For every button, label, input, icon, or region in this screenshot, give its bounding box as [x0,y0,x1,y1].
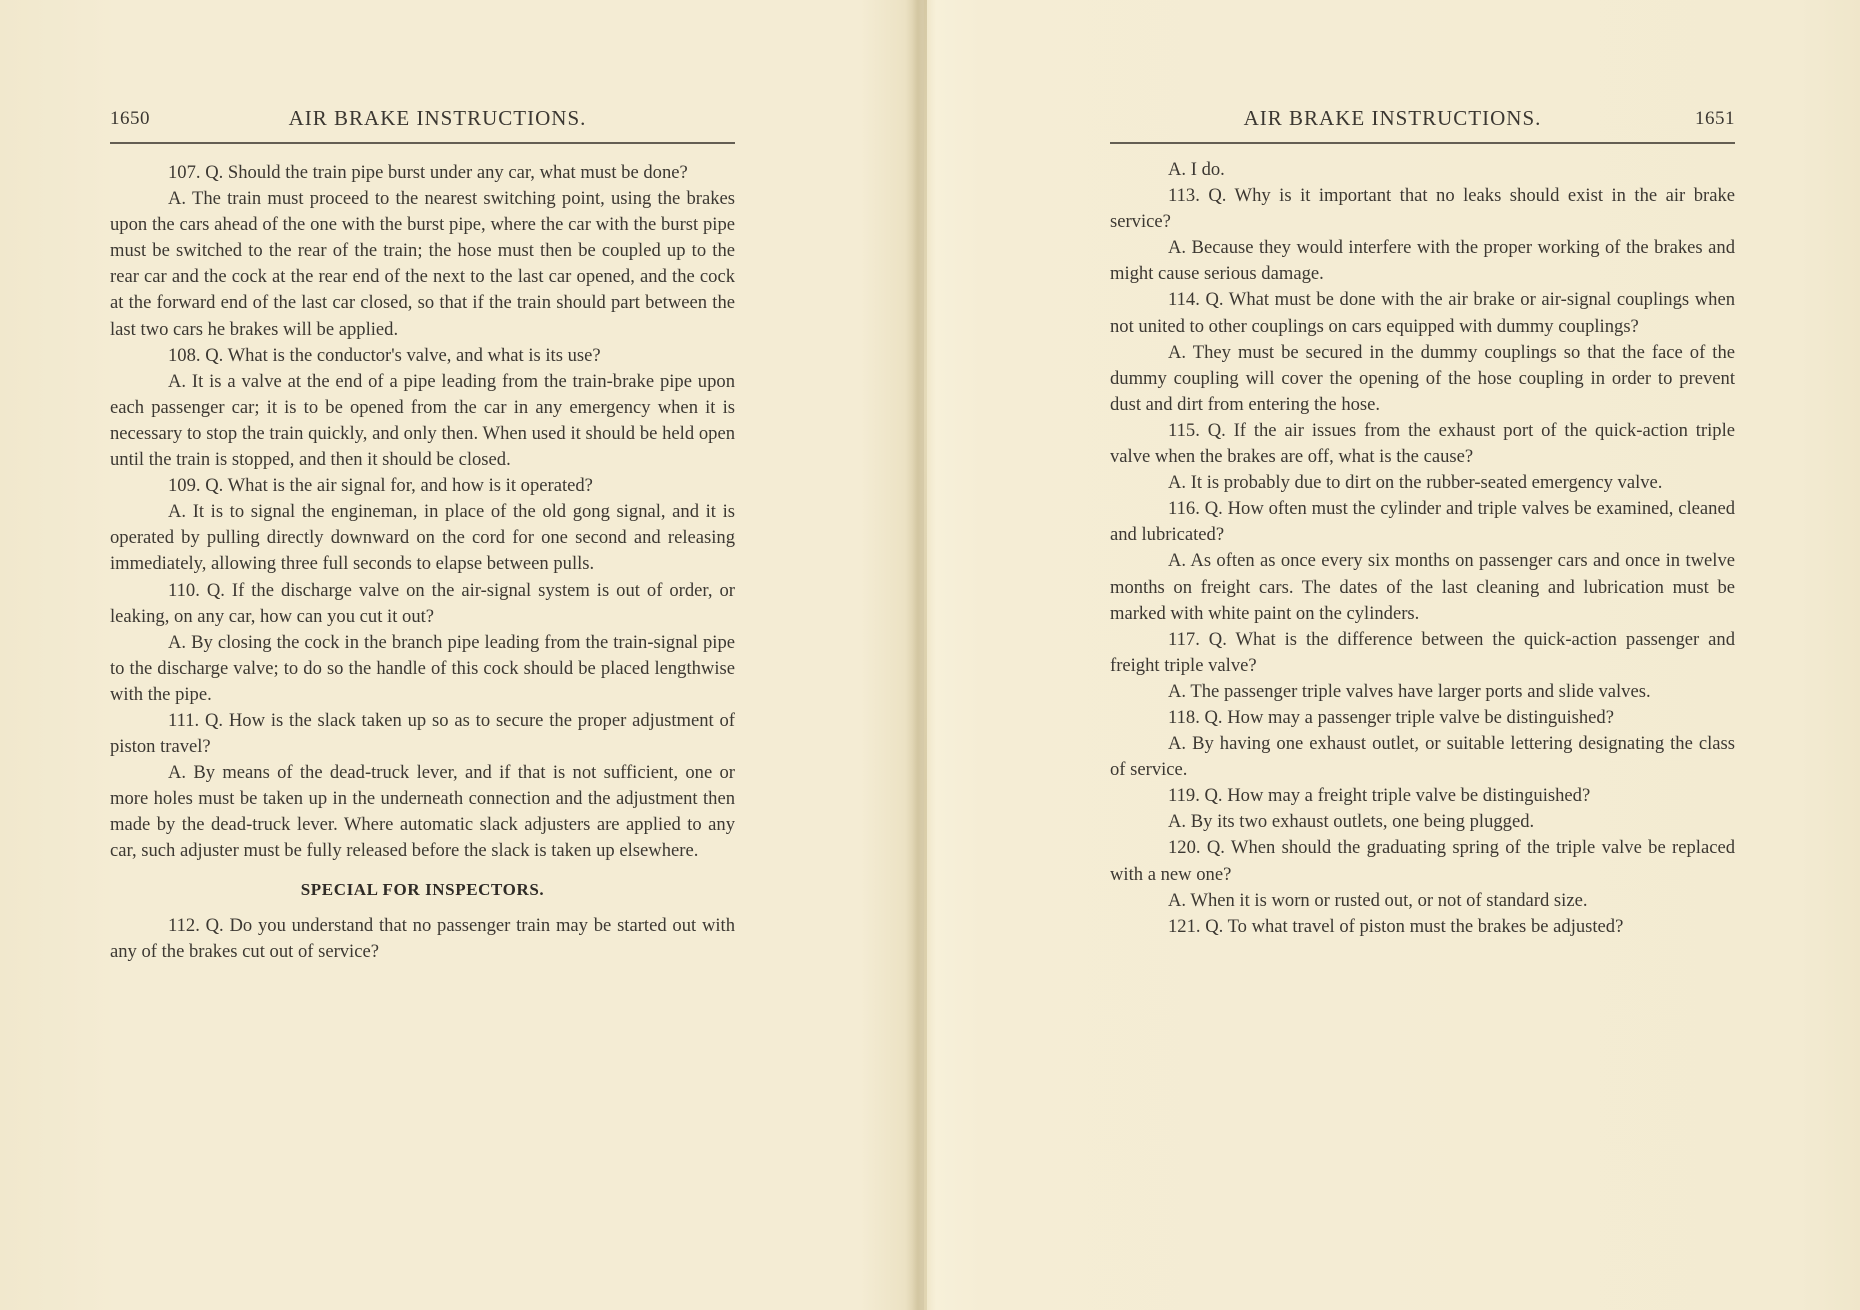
question-115: 115. Q. If the air issues from the exhaust port of the quick-action triple valve when the brakes are off, what is the cause? [1110,419,1735,468]
question-120: 120. Q. When should the graduating spring of the triple valve be replaced with a new one? [1110,837,1735,885]
book-gutter [924,0,927,1310]
question-118: 118. Q. How may a passenger triple valve be distinguished? [1168,706,1614,728]
header-rule [1110,142,1735,144]
answer-110: A. By closing the cock in the branch pipe leading from the train-signal pipe to the discharge valve; to do so the handle of this cock should be placed lengthwise with the pipe. [110,631,735,705]
answer-109: A. It is to signal the engineman, in place of the old gong signal, and it is operated by pulling directly downward on the cord for one second and releasing immediately, allowing three full seconds to elapse between pulls. [110,501,735,575]
gutter-shadow [912,0,924,1310]
answer-116: A. As often as once every six months on passenger cars and once in twelve months on freight cars. The dates of the last cleaning and lubrication must be marked with white paint on the cylinders. [1110,550,1735,624]
running-title: AIR BRAKE INSTRUCTIONS. [1243,106,1542,130]
answer-107: A. The train must proceed to the nearest switching point, using the brakes upon the cars ahead of the one with the burst pipe, where the car with the burst pipe must be switched to the rear of the train; the hose must then be coupled up to the rear car and the cock at the rear end of the next to the last car opened, and the cock at the forward end of the last car closed, so that if the train should part between the last two cars he brakes will be applied. [110,188,735,340]
page-body [110,160,735,965]
question-119: 119. Q. How may a freight triple valve be distinguished? [1168,785,1591,807]
question-111: 111. Q. How is the slack taken up so as to secure the proper adjustment of piston travel? [110,709,735,758]
answer-112: A. I do. [1168,159,1225,180]
question-107: 107. Q. Should the train pipe burst under any car, what must be done? [168,162,688,183]
page-body [1110,157,1735,940]
question-113: 113. Q. Why is it important that no leaks should exist in the air brake service? [1110,185,1735,233]
header-rule [110,142,735,144]
section-heading: SPECIAL FOR INSPECTORS. [300,879,545,899]
running-head [110,106,735,134]
answer-115: A. It is probably due to dirt on the rubber-seated emergency valve. [1168,472,1663,494]
running-title: AIR BRAKE INSTRUCTIONS. [288,106,587,130]
question-109: 109. Q. What is the air signal for, and how is it operated? [168,475,593,497]
page-number: 1651 [1695,108,1735,129]
answer-114: A. They must be secured in the dummy couplings so that the face of the dummy coupling will cover the opening of the hose coupling in order to prevent dust and dirt from entering the hose. [1110,341,1735,415]
answer-108: A. It is a valve at the end of a pipe leading from the train-brake pipe upon each passenger car; it is to be opened from the car in any emergency when it is necessary to stop the train quickly, and only then. When used it should be held open until the train is stopped, and then it should be closed. [110,370,735,471]
answer-120: A. When it is worn or rusted out, or not of standard size. [1168,889,1588,911]
question-114: 114. Q. What must be done with the air brake or air-signal couplings when not united to other couplings on cars equipped with dummy couplings? [1110,289,1735,337]
answer-119: A. By its two exhaust outlets, one being plugged. [1168,811,1535,833]
answer-118: A. By having one exhaust outlet, or suitable lettering designating the class of service. [1110,733,1735,781]
page-number: 1650 [110,108,150,129]
question-121: 121. Q. To what travel of piston must the brakes be adjusted? [1168,915,1624,937]
question-116: 116. Q. How often must the cylinder and triple valves be examined, cleaned and lubricated? [1110,498,1735,546]
running-head [1110,106,1735,134]
question-110: 110. Q. If the discharge valve on the air-signal system is out of order, or leaking, on any car, how can you cut it out? [110,579,735,627]
question-117: 117. Q. What is the difference between the quick-action passenger and freight triple valve? [1110,628,1735,676]
question-108: 108. Q. What is the conductor's valve, and what is its use? [168,344,601,366]
answer-111: A. By means of the dead-truck lever, and if that is not sufficient, one or more holes must be taken up in the underneath connection and the adjustment then made by the dead-truck lever. Where automatic slack adjusters are applied to any car, such adjuster must be fully released before the slack is taken up elsewhere. [110,762,735,862]
answer-113: A. Because they would interfere with the proper working of the brakes and might cause serious damage. [1110,237,1735,285]
question-112: 112. Q. Do you understand that no passenger train may be started out with any of the brakes cut out of service? [110,914,735,962]
answer-117: A. The passenger triple valves have larger ports and slide valves. [1168,680,1651,702]
